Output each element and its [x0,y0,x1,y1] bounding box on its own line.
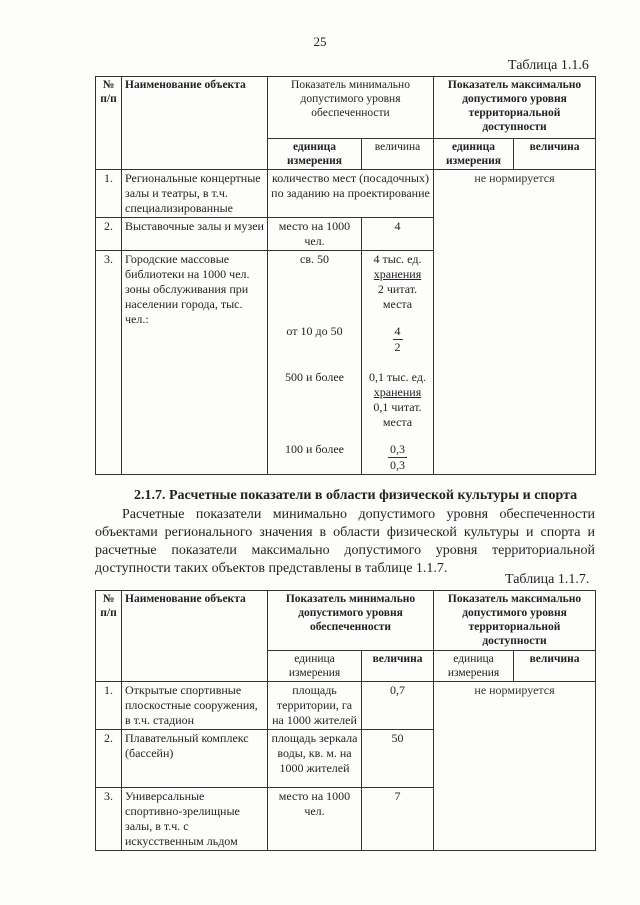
col-header-min: Показатель минимально допустимого уровня обеспеченности [268,77,434,139]
col-header-name: Наименование объекта [122,77,268,170]
table-row [96,682,596,730]
row-num: 1. [96,170,122,218]
row-unit: площадь зеркала воды, кв. м. на 1000 жителей [268,730,362,788]
row-unit: место на 1000 чел. [268,218,362,251]
table-caption: Таблица 1.1.6 [508,58,589,73]
sub-unit: от 10 до 50 [286,324,343,338]
sub-value: 4 тыс. ед. хранения 2 читат. места [373,252,422,311]
row-num: 3. [96,788,122,851]
row-merged-value: количество мест (посадочных) по заданию на проектирование [268,170,434,218]
row-name: Региональные концертные залы и театры, в т.ч. специализированные [122,170,268,218]
section-title: 2.1.7. Расчетные показатели в области физической культуры и спорта [134,488,578,503]
row-unit: место на 1000 чел. [268,788,362,851]
row-value: 4 [362,218,434,251]
col-header-num: № п/п [96,77,122,170]
row-unit: площадь территории, га на 1000 жителей [268,682,362,730]
sub-unit: 100 и более [284,442,344,456]
col-header-max: Показатель максимально допустимого уровня территориальной доступности [434,77,596,139]
col-header-unit-max: единица измерения [434,651,514,682]
table-row [96,170,596,218]
sub-value: 0,1 тыс. ед. хранения 0,1 читат. места [369,370,426,429]
row-values [362,251,434,475]
col-header-max: Показатель максимально допустимого уровня территориальной доступности [434,591,596,651]
row-value: 0,7 [362,682,434,730]
row-num: 2. [96,730,122,788]
col-header-unit-max: единица измерения [434,139,514,170]
col-header-unit: единица измерения [268,139,362,170]
row-units [268,251,362,475]
not-normalized-note: не нормируется [434,170,596,475]
col-header-min: Показатель минимально допустимого уровня обеспеченности [268,591,434,651]
col-header-value: величина [362,651,434,682]
col-header-value: величина [362,139,434,170]
table-caption: Таблица 1.1.7. [505,572,590,587]
row-name: Универсальные спортивно-зрелищные залы, в т.ч. с искусственным льдом [122,788,268,851]
col-header-value-max: величина [514,139,596,170]
row-num: 2. [96,218,122,251]
sub-unit: 500 и более [284,370,344,384]
page-number: 25 [313,34,327,49]
row-value: 50 [362,730,434,788]
row-num: 3. [96,251,122,475]
sub-value-fraction: $\frac{4}{2}$ [394,324,401,354]
row-num: 1. [96,682,122,730]
sub-unit: св. 50 [300,252,329,266]
row-name: Открытые спортивные плоскостные сооружения, в т.ч. стадион [122,682,268,730]
row-value: 7 [362,788,434,851]
not-normalized-note: не нормируется [434,682,596,851]
col-header-value-max: величина [514,651,596,682]
table-1-1-6 [95,76,596,475]
sub-value-fraction: $\frac{0,3}{0,3}$ [390,442,405,472]
row-name: Городские массовые библиотеки на 1000 чел. зоны обслуживания при населении города, тыс. чел.: [122,251,268,475]
row-name: Выставочные залы и музеи [122,218,268,251]
col-header-num: № п/п [96,591,122,682]
row-name: Плавательный комплекс (бассейн) [122,730,268,788]
section-paragraph: Расчетные показатели минимально допустимого уровня обеспеченности объектами регионального значения в области физической культуры и спорта и расчетные показатели максимально допустимого уровня территориальной доступности таких объектов представлены в таблице 1.1.7. [95,507,595,576]
table-1-1-7 [95,590,596,851]
col-header-name: Наименование объекта [122,591,268,682]
col-header-unit: единица измерения [268,651,362,682]
